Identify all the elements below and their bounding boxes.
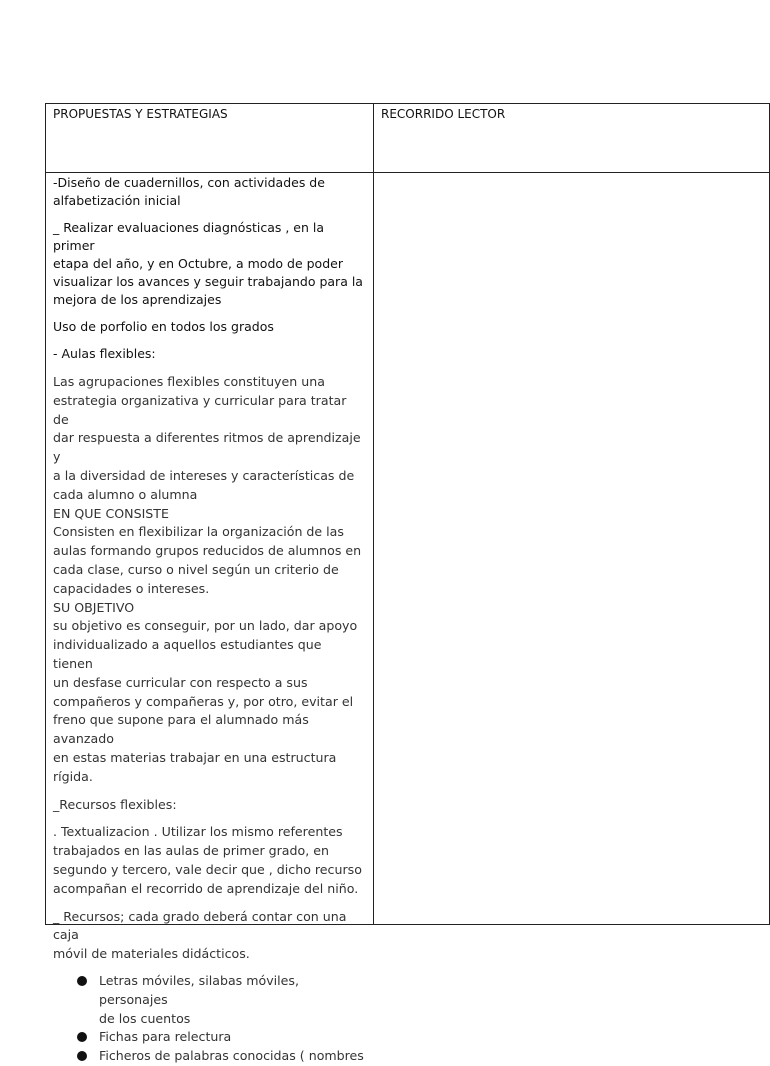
paragraph-line: _ Recursos; cada grado deberá contar con una caja: [53, 908, 347, 943]
header-recorrido-text: RECORRIDO LECTOR: [381, 107, 506, 121]
item-cuadernillos-line1: -Diseño de cuadernillos, con actividades de: [53, 175, 325, 190]
paragraph-line: aulas formando grupos reducidos de alumnos en: [53, 543, 362, 559]
list-item-text: Fichas para relectura: [99, 1029, 232, 1045]
paragraph-line: un desfase curricular con respecto a sus: [53, 674, 308, 690]
header-propuestas-text: PROPUESTAS Y ESTRATEGIAS: [53, 107, 228, 121]
paragraph-line: estrategia organizativa y curricular para tratar de: [53, 392, 347, 427]
item-evaluaciones-line: etapa del año, y en Octubre, a modo de poder: [53, 256, 343, 271]
paragraph-line: . Textualizacion . Utilizar los mismo referentes: [53, 824, 343, 840]
list-item: [77, 1047, 365, 1066]
textualizacion-paragraph: [53, 823, 365, 898]
paragraph-line: dar respuesta a diferentes ritmos de aprendizaje y: [53, 430, 361, 465]
propuestas-content: [46, 174, 373, 1064]
paragraph-line: capacidades o intereses.: [53, 580, 210, 596]
header-cell-recorrido: [374, 104, 770, 173]
item-cuadernillos: [53, 174, 365, 210]
bullet-icon: [77, 1051, 87, 1061]
en-que-consiste-heading: EN QUE CONSISTE: [53, 505, 169, 521]
paragraph-line: freno que supone para el alumnado más avanzado: [53, 712, 309, 747]
paragraph-line: móvil de materiales didácticos.: [53, 946, 250, 962]
item-cuadernillos-line2: alfabetización inicial: [53, 193, 181, 208]
paragraph-line: Las agrupaciones flexibles constituyen una: [53, 374, 325, 389]
paragraph-line: en estas materias trabajar en una estructura rígida.: [53, 749, 337, 784]
paragraph-line: su objetivo es conseguir, por un lado, dar apoyo: [53, 618, 358, 634]
su-objetivo-heading: SU OBJETIVO: [53, 599, 135, 615]
table-header-row: [46, 104, 770, 173]
bullet-icon: [77, 976, 87, 986]
strategies-table: [45, 103, 770, 1064]
paragraph-line: cada alumno o alumna: [53, 486, 198, 502]
recursos-paragraph: [53, 908, 365, 964]
paragraph-line: segundo y tercero, vale decir que , dicho recurso: [53, 861, 362, 877]
paragraph-line: compañeros y compañeras y, por otro, evitar el: [53, 693, 354, 709]
materials-bullet-list: [53, 972, 365, 1066]
list-item: [77, 972, 365, 1028]
list-item-text: Letras móviles, silabas móviles, personajes: [99, 972, 299, 1007]
item-evaluaciones-line: _ Realizar evaluaciones diagnósticas , en la primer: [53, 220, 325, 253]
paragraph-line: a la diversidad de intereses y características de: [53, 467, 355, 483]
paragraph-line: acompañan el recorrido de aprendizaje del niño.: [53, 880, 359, 896]
list-item: [77, 1028, 365, 1047]
item-aulas-flexibles: - Aulas flexibles:: [53, 346, 156, 361]
item-evaluaciones-line: mejora de los aprendizajes: [53, 292, 222, 307]
paragraph-line: cada clase, curso o nivel según un criterio de: [53, 561, 339, 577]
su-objetivo-paragraph: [53, 617, 365, 786]
paragraph-line: individualizado a aquellos estudiantes que tienen: [53, 637, 322, 671]
paragraph-line: trabajados en las aulas de primer grado, en: [53, 843, 329, 859]
list-item-text: Ficheros de palabras conocidas ( nombres: [99, 1048, 364, 1064]
item-evaluaciones: [53, 219, 365, 309]
recorrido-content-cell: [374, 173, 770, 925]
paragraph-line: Consisten en flexibilizar la organización de las: [53, 524, 344, 540]
item-porfolio: Uso de porfolio en todos los grados: [53, 319, 274, 334]
list-item-text: de los cuentos: [99, 1010, 191, 1026]
propuestas-content-cell: [46, 173, 374, 1064]
bullet-icon: [77, 1032, 87, 1042]
item-evaluaciones-line: visualizar los avances y seguir trabajando para la: [53, 274, 363, 289]
en-que-consiste-paragraph: [53, 523, 365, 598]
table-body-row: [46, 173, 770, 925]
flexible-groups-paragraph: [53, 373, 365, 505]
recursos-flexibles-heading: _Recursos flexibles:: [53, 796, 177, 812]
header-cell-propuestas: [46, 104, 374, 173]
